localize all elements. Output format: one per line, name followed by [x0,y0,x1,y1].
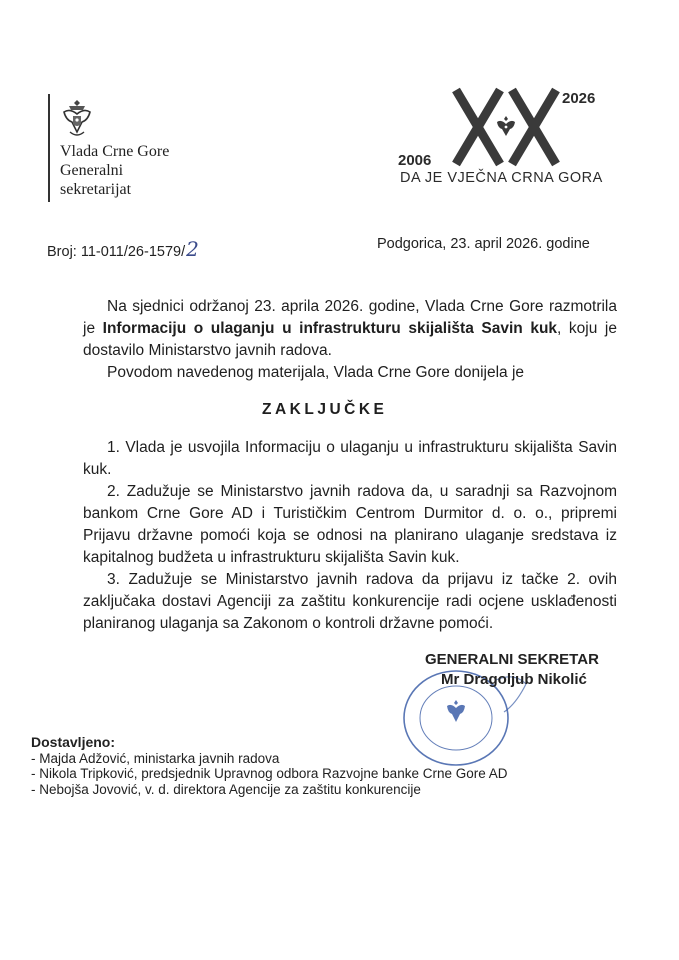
place-and-date: Podgorica, 23. april 2026. godine [377,236,590,252]
xx-emblem-icon [450,86,562,168]
signatory-name: Mr Dragoljub Nikolić [441,671,587,688]
logo-slogan: DA JE VJEČNA CRNA GORA [400,170,603,186]
conclusions-list [83,437,617,635]
org-line: sekretarijat [60,181,132,198]
anniversary-logo [398,86,608,196]
signatory-title: GENERALNI SEKRETAR [425,651,599,668]
conclusion-item: 3. Zadužuje se Ministarstvo javnih radova da prijavu iz tačke 2. ovih zaključaka dostavi Agenciji za zaštitu konkurencije radi ocjene usklađenosti planiranog ulaganja sa Zakonom o kontroli državne pomoći. [83,571,617,632]
distribution-list [31,735,508,797]
logo-year-left: 2006 [398,152,432,169]
letterhead-divider [48,94,50,202]
org-line: Generalni [60,162,124,179]
distribution-item: - Majda Adžović, ministarka javnih radova [31,750,280,766]
handwritten-suffix: 2 [186,237,199,261]
intro-paragraph [83,296,617,362]
logo-year-right: 2026 [562,90,596,107]
coat-of-arms-icon [60,96,94,140]
intro-text: Na sjednici održanoj 23. aprila 2026. godine, Vlada Crne Gore razmotrila je [83,298,617,337]
conclusion-item: 2. Zadužuje se Ministarstvo javnih radova da, u saradnji sa Razvojnom bankom Crne Gore AD i Turističkim Centrom Durmitor d. o. o., pripremi Prijavu državne pomoći koja se odnosi na planirano ulaganje sredstava iz kapitalnog budžeta u infrastrukturu skijališta Savin kuk. [83,483,617,566]
document-number [47,237,199,261]
intro-text-end: , koju je dostavilo Ministarstvo javnih radova. [83,320,617,359]
letterhead-left [48,94,248,204]
distribution-item: - Nebojša Jovović, v. d. direktora Agencije za zaštitu konkurencije [31,781,421,797]
distribution-heading: Dostavljeno: [31,734,116,750]
organization-name [60,142,169,199]
conclusions-heading: ZAKLJUČKE [262,401,388,418]
intro-subject: Informaciju o ulaganju u infrastrukturu skijališta Savin kuk [102,320,558,337]
document-number-text: Broj: 11-011/26-1579/ [47,244,186,260]
distribution-item: - Nikola Tripković, predsjednik Upravnog odbora Razvojne banke Crne Gore AD [31,766,508,781]
decision-intro: Povodom navedenog materijala, Vlada Crne Gore donijela je [107,364,525,381]
org-line: Vlada Crne Gore [60,143,170,160]
conclusion-item: 1. Vlada je usvojila Informaciju o ulaganju u infrastrukturu skijališta Savin kuk. [83,439,617,478]
